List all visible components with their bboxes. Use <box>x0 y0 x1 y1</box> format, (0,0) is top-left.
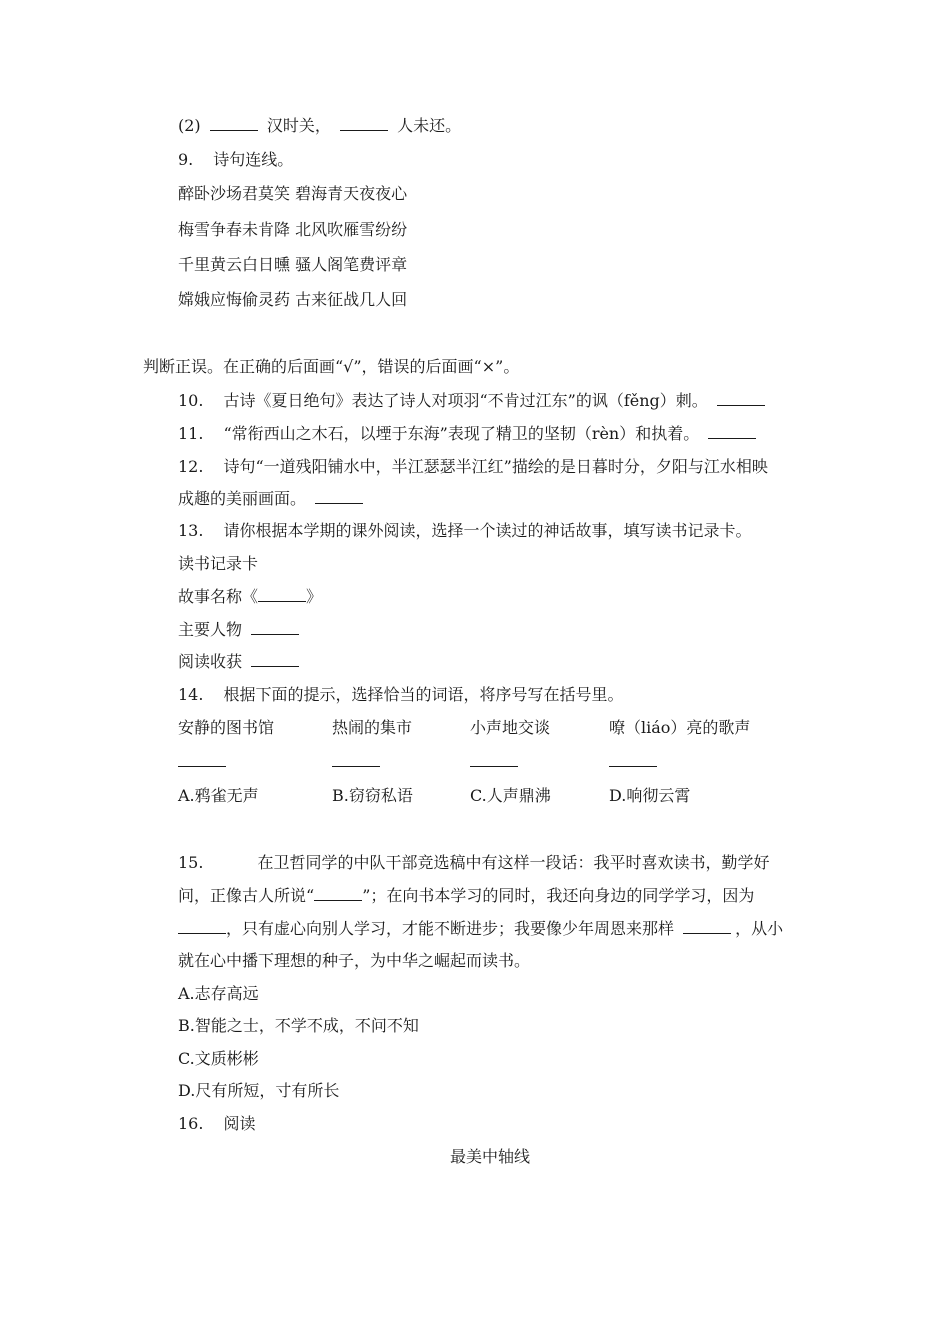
q14-prompt: 小声地交谈 <box>470 718 551 737</box>
q15-text-2b: ”；在向书本学习的同时，我还向身边的同学学习，因为 <box>362 886 755 905</box>
q10-number: 10. <box>178 391 204 410</box>
q11-answer-blank[interactable] <box>708 424 756 439</box>
q15-number: 15. <box>178 853 204 872</box>
story-name-close: 》 <box>306 587 323 606</box>
reading-gain-label: 阅读收获 <box>178 652 243 671</box>
main-character-label: 主要人物 <box>178 620 243 639</box>
q9-title: 诗句连线。 <box>213 150 294 169</box>
q16-text: 阅读 <box>223 1114 256 1133</box>
q15-blank-1[interactable] <box>314 886 362 901</box>
q15-line-2 <box>178 886 754 906</box>
q15-line-3 <box>178 919 783 939</box>
q12-text-cont: 成趣的美丽画面。 <box>178 489 307 508</box>
q8-part2-line <box>178 116 461 136</box>
q15-line-1 <box>178 853 769 873</box>
q14-number: 14. <box>178 685 204 704</box>
q14-answer-blank[interactable] <box>332 752 380 772</box>
main-character-row <box>178 620 303 640</box>
main-character-blank[interactable] <box>251 620 299 635</box>
q14-prompt: 嘹（liáo）亮的歌声 <box>609 718 751 737</box>
q8-blank-1[interactable] <box>210 116 258 131</box>
q11-number: 11. <box>178 424 204 443</box>
q12-line <box>178 457 768 477</box>
q12-number: 12. <box>178 457 204 476</box>
q14-prompt: 热闹的集市 <box>332 718 413 737</box>
q15-blank-2[interactable] <box>178 919 226 934</box>
q10-text: 古诗《夏日绝句》表达了诗人对项羽“不肯过江东”的讽（fěng）刺。 <box>223 391 708 410</box>
q15-text-3b: ，从小 <box>735 919 784 938</box>
q13-number: 13. <box>178 521 204 540</box>
q14-line <box>178 685 623 705</box>
q9-right-line[interactable]: 碧海青天夜夜心 <box>295 184 408 203</box>
q14-text: 根据下面的提示，选择恰当的词语，将序号写在括号里。 <box>223 685 624 704</box>
q9-number: 9. <box>178 150 194 169</box>
q15-option: A.志存高远 <box>178 984 259 1003</box>
q14-option: D.响彻云霄 <box>609 786 691 805</box>
passage-title: 最美中轴线 <box>449 1147 530 1166</box>
q9-row <box>178 184 407 204</box>
q15-text-2a: 问，正像古人所说“ <box>178 886 315 905</box>
q15-text-1: 在卫哲同学的中队干部竞选稿中有这样一段话：我平时喜欢读书，勤学好 <box>257 853 770 872</box>
q14-prompt: 安静的图书馆 <box>178 718 275 737</box>
reading-gain-blank[interactable] <box>251 652 299 667</box>
q10-answer-blank[interactable] <box>717 391 765 406</box>
q16-line <box>178 1114 255 1134</box>
q9-left-line[interactable]: 千里黄云白日曛 <box>178 255 291 274</box>
judge-section-heading: 判断正误。在正确的后面画“√”，错误的后面画“×”。 <box>143 357 520 376</box>
story-name-label: 故事名称《 <box>178 587 259 606</box>
q9-row <box>178 255 407 275</box>
q9-row <box>178 290 407 310</box>
q12-text: 诗句“一道残阳铺水中，半江瑟瑟半江红”描绘的是日暮时分，夕阳与江水相映 <box>223 457 768 476</box>
q12-line-2 <box>178 489 367 509</box>
q8-part2-number: (2) <box>178 116 201 135</box>
q14-answer-blank[interactable] <box>609 752 657 772</box>
q15-option: B.智能之士，不学不成，不问不知 <box>178 1016 419 1035</box>
q13-line <box>178 521 751 541</box>
reading-card-title: 读书记录卡 <box>178 554 259 573</box>
q8-part2-text-a: 汉时关， <box>266 116 331 135</box>
q9-heading <box>178 150 293 170</box>
q9-left-line[interactable]: 醉卧沙场君莫笑 <box>178 184 291 203</box>
q12-answer-blank[interactable] <box>315 489 363 504</box>
q11-line <box>178 424 760 444</box>
q15-line-4: 就在心中播下理想的种子，为中华之崛起而读书。 <box>178 951 531 970</box>
q11-text: “常衔西山之木石，以堙于东海”表现了精卫的坚韧（rèn）和执着。 <box>223 424 700 443</box>
q9-right-line[interactable]: 北风吹雁雪纷纷 <box>295 220 408 239</box>
q9-left-line[interactable]: 梅雪争春未肯降 <box>178 220 291 239</box>
q8-blank-2[interactable] <box>340 116 388 131</box>
q14-answer-blank[interactable] <box>178 752 226 772</box>
q14-option: A.鸦雀无声 <box>178 786 259 805</box>
q15-option: C.文质彬彬 <box>178 1049 259 1068</box>
q10-line <box>178 391 769 411</box>
q9-right-line[interactable]: 古来征战几人回 <box>295 290 408 309</box>
q14-option: C.人声鼎沸 <box>470 786 551 805</box>
reading-gain-row <box>178 652 303 672</box>
q9-left-line[interactable]: 嫦娥应悔偷灵药 <box>178 290 291 309</box>
story-name-row <box>178 587 322 607</box>
q15-text-3a: ，只有虚心向别人学习，才能不断进步；我要像少年周恩来那样 <box>226 919 675 938</box>
q9-right-line[interactable]: 骚人阁笔费评章 <box>295 255 408 274</box>
q15-blank-3[interactable] <box>683 919 731 934</box>
q9-row <box>178 220 407 240</box>
q8-part2-text-b: 人未还。 <box>397 116 462 135</box>
q15-option: D.尺有所短，寸有所长 <box>178 1081 340 1100</box>
q14-answer-blank[interactable] <box>470 752 518 772</box>
q13-text: 请你根据本学期的课外阅读，选择一个读过的神话故事，填写读书记录卡。 <box>223 521 752 540</box>
q14-option: B.窃窃私语 <box>332 786 413 805</box>
story-name-blank[interactable] <box>258 587 306 602</box>
q16-number: 16. <box>178 1114 204 1133</box>
